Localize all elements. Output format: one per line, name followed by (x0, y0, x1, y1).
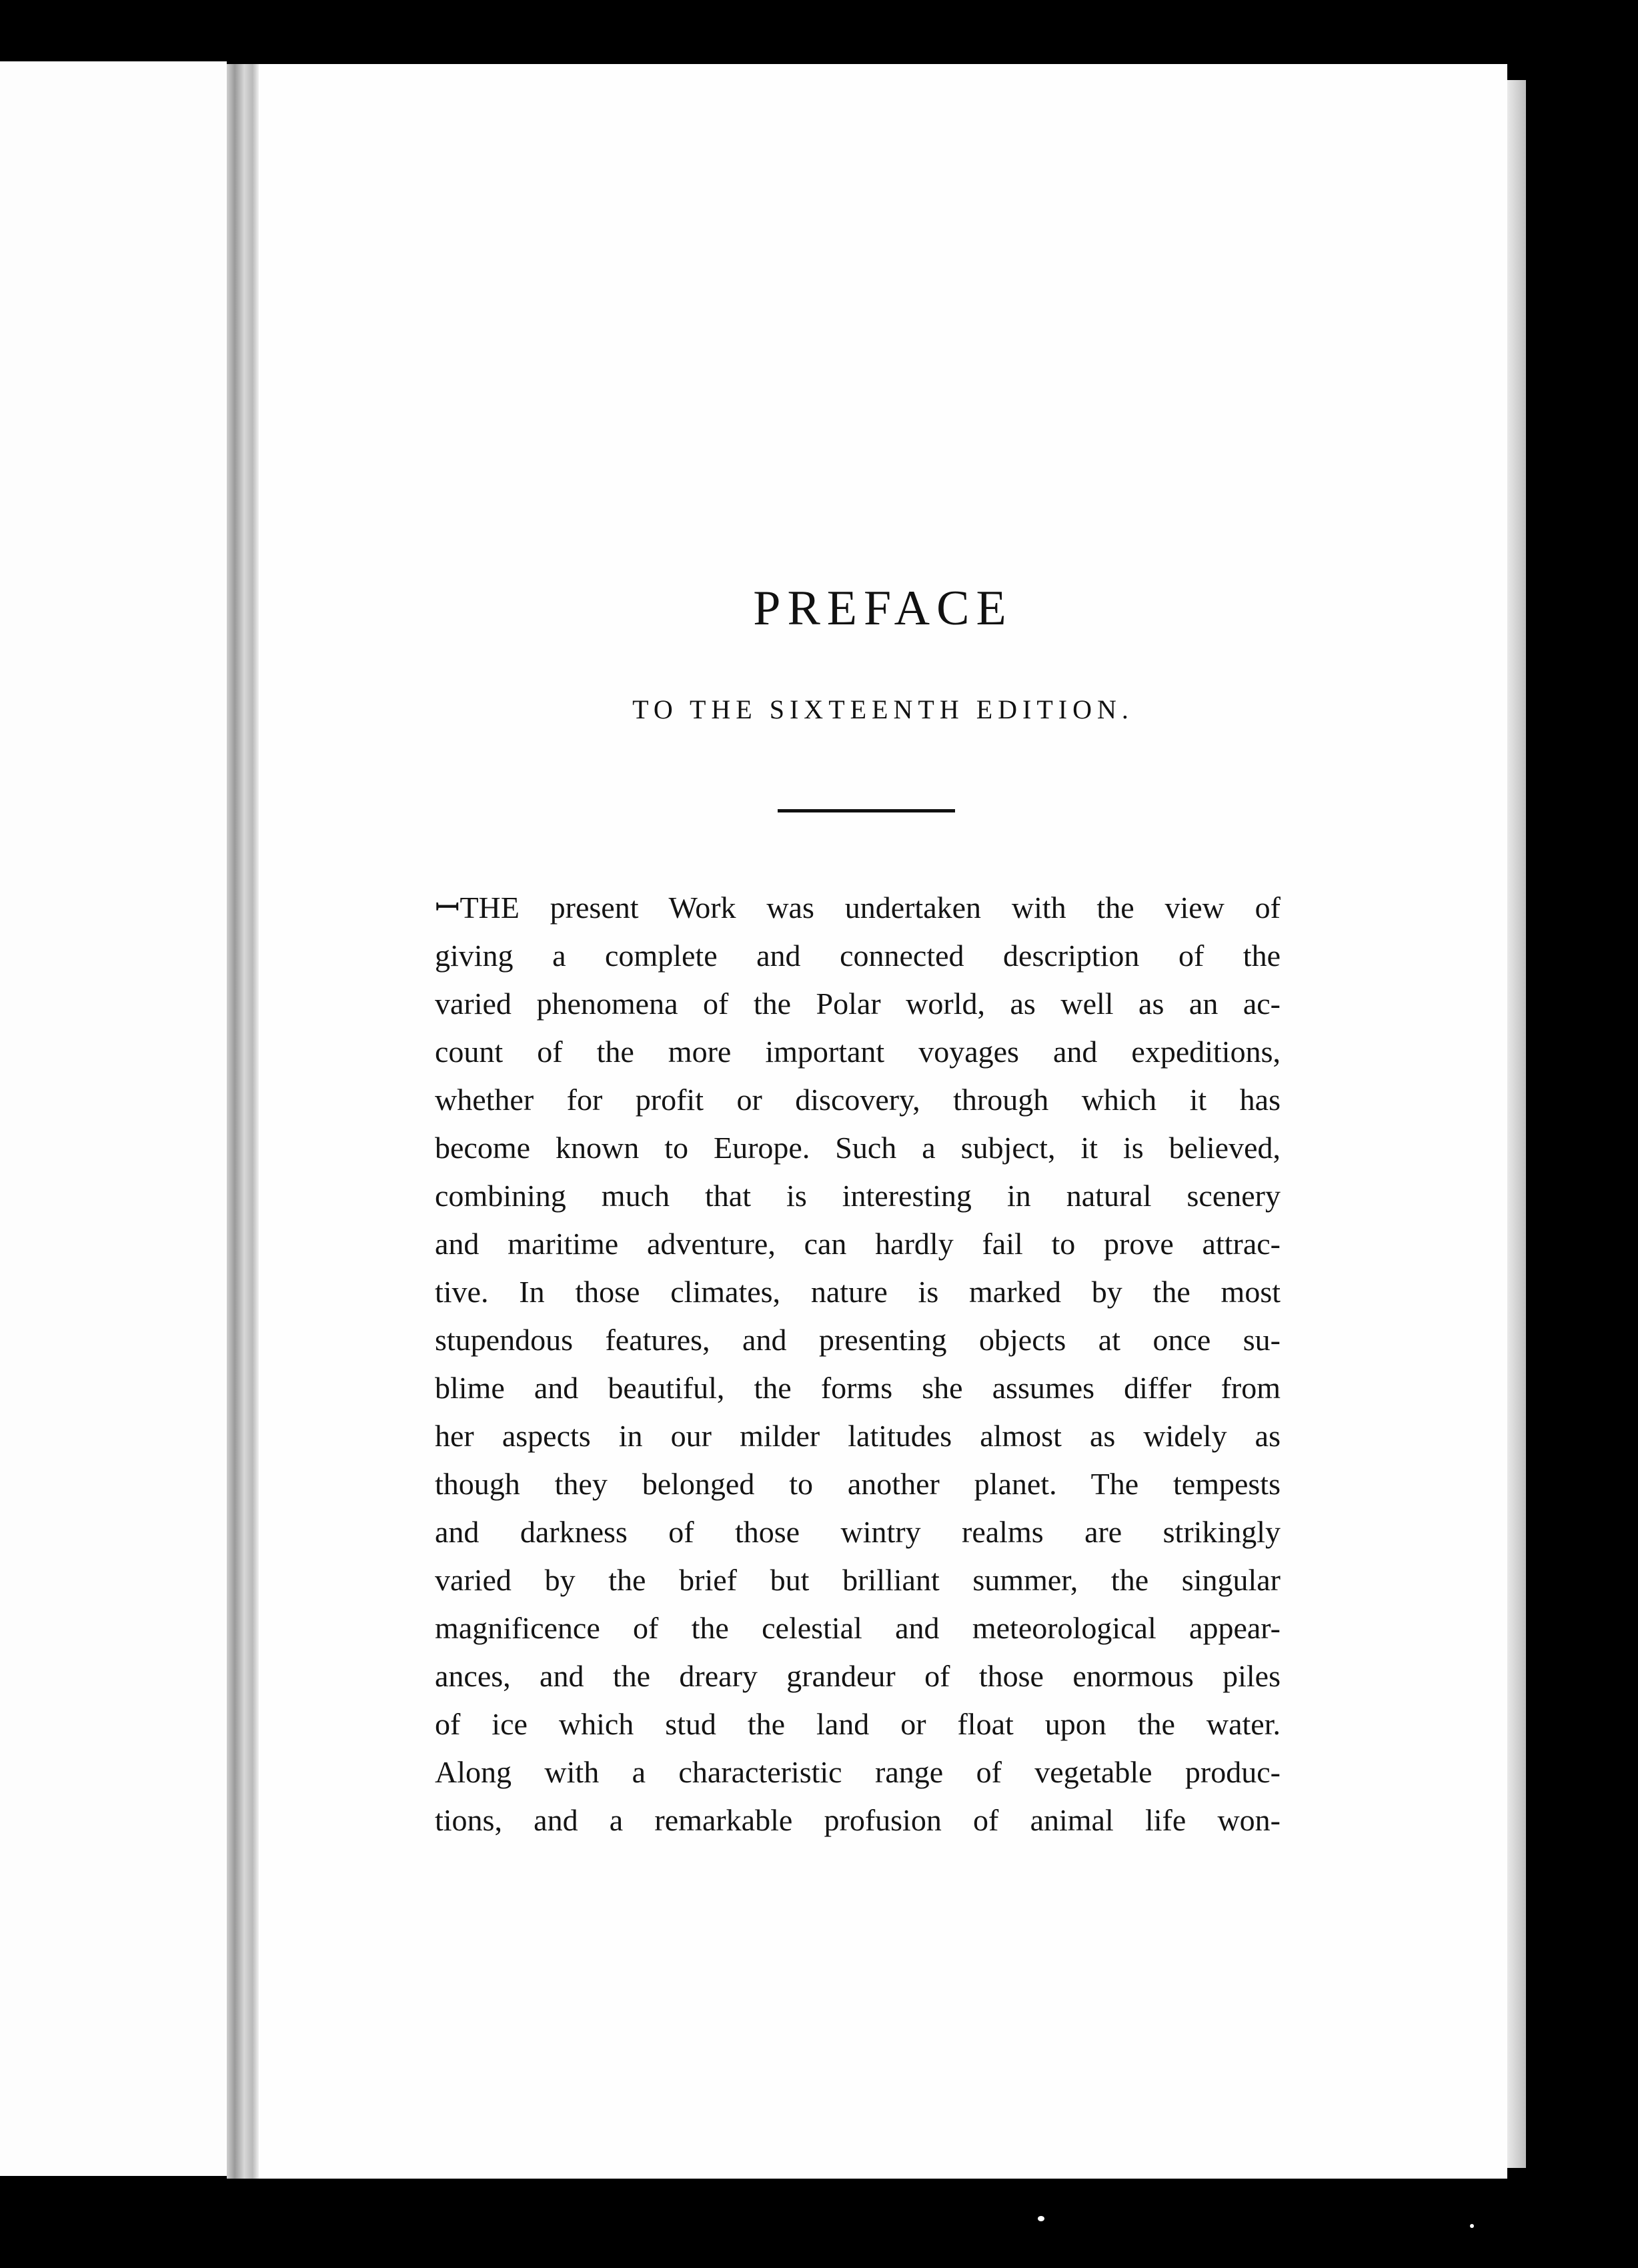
text-line: stupendous features, and presenting objects at once su- (435, 1323, 1281, 1357)
text-line: whether for profit or discovery, through which it has (435, 1083, 1281, 1117)
preface-body-text (435, 884, 1281, 1844)
text-line: blime and beautiful, the forms she assumes differ from (435, 1371, 1281, 1405)
text-line: ꟷTHE present Work was undertaken with the view of (435, 891, 1281, 925)
text-line: become known to Europe. Such a subject, it is believed, (435, 1131, 1281, 1165)
left-page-margin (0, 61, 227, 2176)
text-line: giving a complete and connected description of the (435, 939, 1281, 973)
text-line: ances, and the dreary grandeur of those enormous piles (435, 1659, 1281, 1693)
text-line: of ice which stud the land or float upon the water. (435, 1707, 1281, 1741)
text-line: her aspects in our milder latitudes almost as widely as (435, 1419, 1281, 1453)
text-line: combining much that is interesting in natural scenery (435, 1179, 1281, 1213)
text-line: tions, and a remarkable profusion of animal life won- (435, 1803, 1281, 1837)
scan-speck (1038, 2216, 1044, 2221)
scan-speck (1470, 2224, 1474, 2228)
title-divider-rule (778, 809, 955, 812)
text-line: count of the more important voyages and expeditions, (435, 1035, 1281, 1069)
page-title: PREFACE (753, 581, 1013, 636)
text-line: magnificence of the celestial and meteorological appear- (435, 1611, 1281, 1645)
text-line: and maritime adventure, can hardly fail to prove attrac- (435, 1227, 1281, 1261)
text-line: varied by the brief but brilliant summer, the singular (435, 1563, 1281, 1597)
book-spine-gutter (227, 64, 259, 2179)
text-line: tive. In those climates, nature is marked by the most (435, 1275, 1281, 1309)
text-line: though they belonged to another planet. The tempests (435, 1467, 1281, 1501)
text-line: Along with a characteristic range of vegetable produc- (435, 1755, 1281, 1789)
page-edge-shadow (1507, 80, 1526, 2168)
text-line: and darkness of those wintry realms are strikingly (435, 1515, 1281, 1549)
page-subtitle: TO THE SIXTEENTH EDITION. (632, 694, 1134, 724)
text-line: varied phenomena of the Polar world, as well as an ac- (435, 987, 1281, 1021)
